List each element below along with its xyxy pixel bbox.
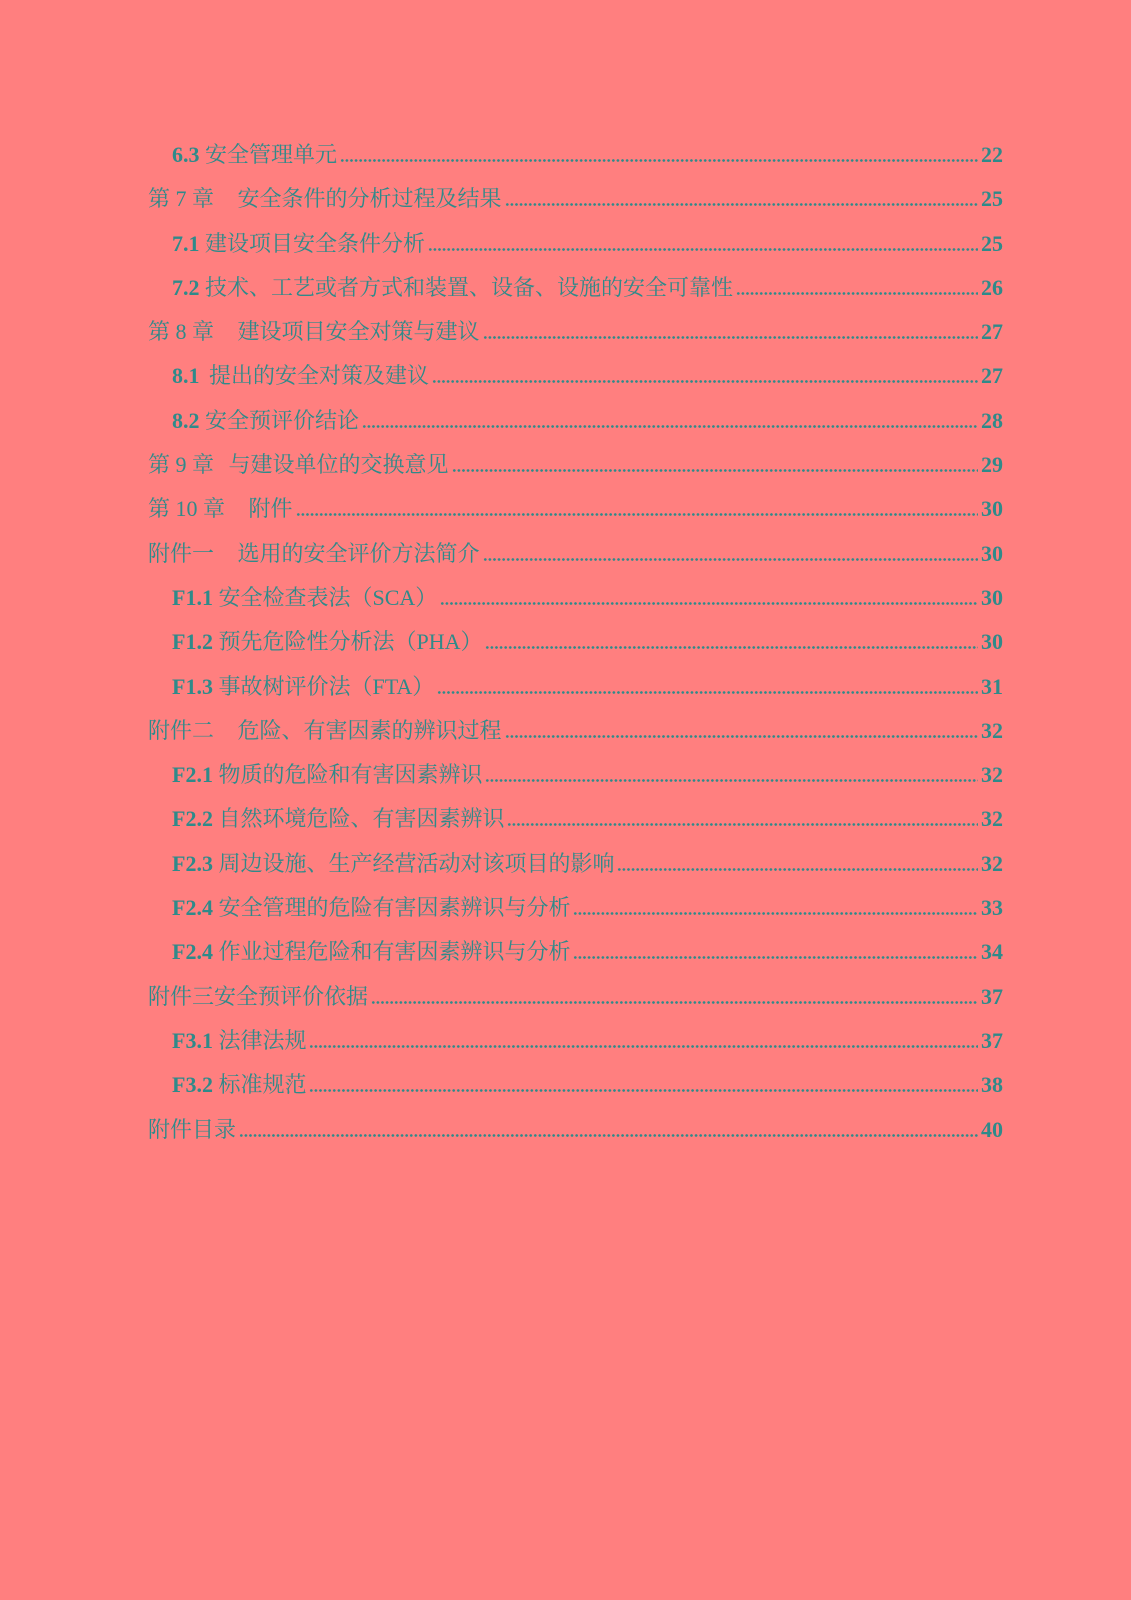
entry-label (172, 930, 570, 974)
entry-page-number: 37 (981, 983, 1003, 1009)
entry-label (148, 177, 502, 221)
entry-title: 安全预评价结论 (205, 407, 360, 433)
entry-title: 标准规范 (218, 1072, 307, 1098)
toc-entry-appendix-1[interactable] (148, 532, 1003, 576)
dot-leader (617, 868, 978, 871)
toc-entry-appendix-2[interactable] (148, 709, 1003, 753)
entry-title: 法律法规 (218, 1027, 307, 1053)
entry-label (148, 532, 480, 576)
entry-label (172, 620, 482, 664)
entry-page-number: 28 (981, 407, 1003, 433)
dot-leader (428, 248, 978, 251)
dot-leader (483, 558, 978, 561)
entry-page-number: 32 (981, 717, 1003, 743)
entry-title: 安全管理单元 (205, 142, 338, 167)
entry-title: 安全条件的分析过程及结果 (237, 186, 502, 212)
dot-leader (483, 336, 978, 339)
entry-title: 与建设单位的交换意见 (228, 452, 449, 478)
entry-label (172, 1019, 306, 1063)
entry-page-number: 27 (981, 363, 1003, 389)
entry-number: 第 8 章 (148, 319, 215, 345)
entry-page-number: 34 (981, 939, 1003, 965)
entry-page-number: 32 (981, 762, 1003, 788)
entry-number: 第 7 章 (148, 186, 215, 212)
toc-entry-chapter-10[interactable] (148, 487, 1003, 531)
entry-title: 附件目录 (148, 1116, 237, 1142)
dot-leader (309, 1089, 978, 1092)
toc-entry-f1-1[interactable] (148, 576, 1003, 620)
entry-page-number: 25 (981, 230, 1003, 256)
entry-page-number: 27 (981, 319, 1003, 345)
entry-label (172, 354, 429, 398)
entry-number: 附件一 (148, 540, 215, 566)
entry-title: 安全检查表法（SCA） (218, 584, 438, 610)
toc-entry-f2-2[interactable] (148, 797, 1003, 841)
entry-label (148, 709, 502, 753)
entry-number: 附件二 (148, 717, 215, 743)
entry-label (172, 886, 570, 930)
entry-page-number: 32 (981, 850, 1003, 876)
dot-leader (371, 1001, 978, 1004)
toc-entry-chapter-7[interactable] (148, 177, 1003, 221)
entry-number: F2.3 (172, 850, 213, 876)
dot-leader (440, 602, 978, 605)
entry-label (148, 487, 293, 531)
entry-title: 建设项目安全条件分析 (205, 230, 426, 256)
entry-label (148, 310, 480, 354)
entry-page-number: 38 (981, 1072, 1003, 1098)
entry-number: 7.1 (172, 230, 200, 256)
entry-label (172, 399, 359, 443)
dot-leader (573, 956, 978, 959)
entry-label (172, 753, 482, 797)
entry-page-number: 31 (981, 673, 1003, 699)
entry-title: 预先危险性分析法（PHA） (218, 629, 483, 655)
entry-label (172, 665, 434, 709)
entry-page-number: 30 (981, 496, 1003, 522)
toc-entry-f1-3[interactable] (148, 665, 1003, 709)
entry-page-number: 37 (981, 1027, 1003, 1053)
dot-leader (239, 1134, 978, 1137)
entry-number: F2.4 (172, 895, 213, 921)
entry-page-number: 30 (981, 584, 1003, 610)
entry-label (148, 443, 449, 487)
entry-title: 自然环境危险、有害因素辨识 (218, 806, 505, 832)
entry-label (172, 133, 337, 177)
entry-page-number: 26 (981, 274, 1003, 300)
entry-title: 物质的危险和有害因素辨识 (218, 762, 483, 788)
entry-title: 附件 (248, 496, 293, 522)
toc-entry-chapter-8[interactable] (148, 310, 1003, 354)
toc-entry-7-2[interactable] (148, 266, 1003, 310)
entry-title: 附件三安全预评价依据 (148, 983, 369, 1009)
toc-entry-f3-2[interactable] (148, 1063, 1003, 1107)
entry-label (172, 266, 733, 310)
dot-leader (505, 735, 978, 738)
entry-number: 6.3 (172, 142, 200, 167)
entry-title: 建设项目安全对策与建议 (237, 319, 480, 345)
toc-entry-f2-4-a[interactable] (148, 886, 1003, 930)
dot-leader (340, 159, 978, 162)
toc-entry-6-3[interactable] (148, 133, 1003, 177)
entry-label (148, 975, 368, 1019)
toc-entry-appendix-index[interactable] (148, 1108, 1003, 1152)
entry-title: 提出的安全对策及建议 (209, 363, 430, 389)
entry-number: F1.2 (172, 629, 213, 655)
entry-number: F3.2 (172, 1072, 213, 1098)
entry-title: 技术、工艺或者方式和装置、设备、设施的安全可靠性 (205, 274, 734, 300)
entry-page-number: 32 (981, 806, 1003, 832)
entry-page-number: 33 (981, 895, 1003, 921)
table-of-contents (148, 133, 1003, 1152)
toc-entry-f2-4-b[interactable] (148, 930, 1003, 974)
entry-title: 周边设施、生产经营活动对该项目的影响 (218, 850, 615, 876)
entry-page-number: 30 (981, 540, 1003, 566)
entry-number: 8.2 (172, 407, 200, 433)
entry-page-number: 25 (981, 186, 1003, 212)
toc-entry-7-1[interactable] (148, 222, 1003, 266)
entry-number: F2.2 (172, 806, 213, 832)
entry-page-number: 40 (981, 1116, 1003, 1142)
dot-leader (437, 691, 978, 694)
entry-number: F2.4 (172, 939, 213, 965)
dot-leader (309, 1045, 978, 1048)
entry-title: 选用的安全评价方法简介 (237, 540, 480, 566)
toc-entry-chapter-9[interactable] (148, 443, 1003, 487)
dot-leader (507, 823, 978, 826)
dot-leader (736, 292, 978, 295)
entry-label (148, 1108, 236, 1152)
entry-label (172, 576, 437, 620)
toc-entry-f2-3[interactable] (148, 842, 1003, 886)
entry-title: 作业过程危险和有害因素辨识与分析 (218, 939, 571, 965)
entry-number: F1.3 (172, 673, 213, 699)
dot-leader (362, 425, 978, 428)
toc-entry-f1-2[interactable] (148, 620, 1003, 664)
entry-page-number: 30 (981, 629, 1003, 655)
dot-leader (505, 203, 978, 206)
entry-title: 危险、有害因素的辨识过程 (237, 717, 502, 743)
dot-leader (485, 646, 978, 649)
entry-title: 事故树评价法（FTA） (218, 673, 435, 699)
entry-number: F2.1 (172, 762, 213, 788)
entry-number: 第 10 章 (148, 496, 226, 522)
entry-number: 8.1 (172, 363, 200, 389)
entry-number: F1.1 (172, 584, 213, 610)
entry-page-number: 22 (981, 142, 1003, 167)
dot-leader (296, 513, 978, 516)
entry-title: 安全管理的危险有害因素辨识与分析 (218, 895, 571, 921)
entry-label (172, 1063, 306, 1107)
dot-leader (432, 380, 978, 383)
entry-label (172, 222, 425, 266)
entry-page-number: 29 (981, 452, 1003, 478)
toc-entry-8-2[interactable] (148, 399, 1003, 443)
toc-entry-f3-1[interactable] (148, 1019, 1003, 1063)
toc-entry-appendix-3[interactable] (148, 975, 1003, 1019)
dot-leader (485, 779, 978, 782)
toc-entry-f2-1[interactable] (148, 753, 1003, 797)
entry-label (172, 797, 504, 841)
entry-number: F3.1 (172, 1027, 213, 1053)
dot-leader (573, 912, 978, 915)
toc-entry-8-1[interactable] (148, 354, 1003, 398)
entry-number: 7.2 (172, 274, 200, 300)
entry-number: 第 9 章 (148, 452, 215, 478)
entry-label (172, 842, 614, 886)
dot-leader (452, 469, 978, 472)
